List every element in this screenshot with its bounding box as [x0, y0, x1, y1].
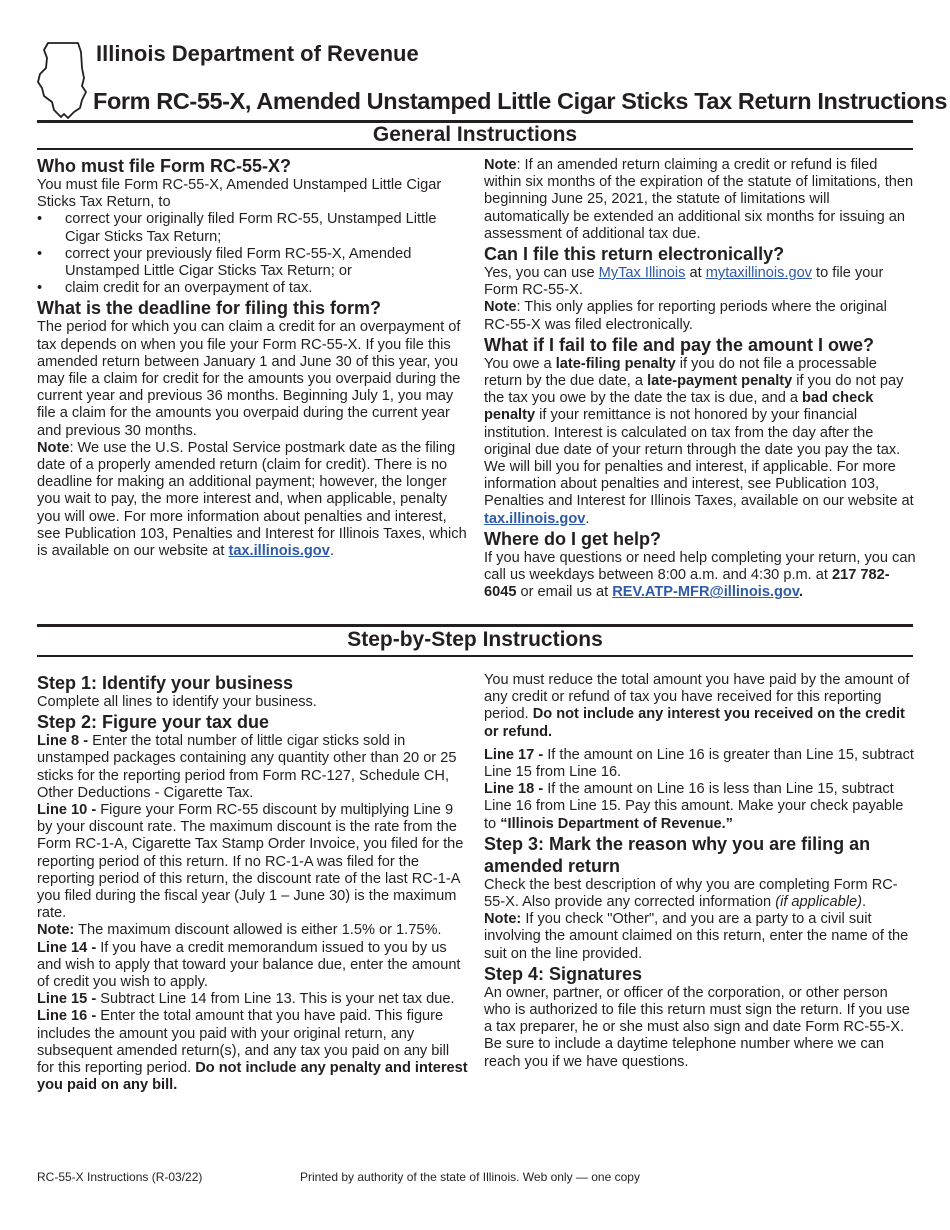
- line18-text: Line 18 - If the amount on Line 16 is less than Line 15, subtract Line 16 from Line 15. Pay this amount. Make your check payable to “Illinois Department of Revenue.”: [484, 781, 904, 832]
- mytaxillinois-gov-link[interactable]: mytaxillinois.gov: [705, 265, 812, 282]
- electronic-heading: Can I file this return electronically?: [484, 244, 785, 265]
- step4-heading: Step 4: Signatures: [484, 963, 643, 984]
- discount-note: Note: The maximum discount allowed is either 1.5% or 1.75%.: [37, 922, 442, 939]
- list-item: • claim credit for an overpayment of tax.: [37, 280, 469, 297]
- phone-number: 217 782-6045: [484, 567, 890, 601]
- help-heading: Where do I get help?: [484, 528, 662, 549]
- line16-continuation: You must reduce the total amount you have paid by the amount of any credit or refund of tax you have received for this reporting period. Do not include any interest you received on the credit or refund.: [484, 672, 910, 740]
- step1-text: Complete all lines to identify your business.: [37, 694, 317, 710]
- electronic-text: Yes, you can use MyTax Illinois at mytaxillinois.gov to file your Form RC-55-X.: [484, 265, 884, 299]
- help-text: If you have questions or need help completing your return, you can call us weekdays between 8:00 a.m. and 4:30 p.m. at 217 782-6045 or email us at REV.ATP-MFR@illinois.gov.: [484, 549, 916, 601]
- tax-illinois-link[interactable]: tax.illinois.gov: [484, 510, 586, 527]
- step3-text: Check the best description of why you are completing Form RC-55-X. Also provide any corrected information (if applicable).: [484, 876, 898, 911]
- who-must-file-heading: Who must file Form RC-55-X?: [37, 156, 292, 176]
- list-item: • correct your originally filed Form RC-55, Unstamped Little Cigar Sticks Tax Return;: [37, 211, 469, 245]
- tax-illinois-link[interactable]: tax.illinois.gov: [228, 543, 330, 560]
- general-right-column: [484, 157, 916, 601]
- footer-form-revision: RC-55-X Instructions (R-03/22): [37, 1170, 203, 1184]
- general-title-rule: [37, 148, 913, 150]
- step1-heading: Step 1: Identify your business: [37, 673, 294, 693]
- steps-title-rule: [37, 655, 913, 657]
- note-label: Note: [484, 299, 517, 316]
- agency-name: Illinois Department of Revenue: [96, 41, 419, 66]
- penalty-heading: What if I fail to file and pay the amount I owe?: [484, 334, 875, 355]
- list-item: • correct your previously filed Form RC-55-X, Amended Unstamped Little Cigar Sticks Tax Return; or: [37, 246, 469, 280]
- line16-text: Line 16 - Enter the total amount that you have paid. This figure includes the amount you paid with your original return, any subsequent amended return(s), and any tax you paid on any bill for this reporting period. Do not include any penalty and interest you paid on any bill.: [37, 1008, 468, 1094]
- who-must-file-list: [37, 211, 469, 297]
- email-link[interactable]: REV.ATP-MFR@illinois.gov: [612, 584, 799, 601]
- step3-note: Note: If you check "Other", and you are a party to a civil suit involving the amount claimed on this return, enter the name of the suit on the line provided.: [484, 911, 909, 962]
- who-must-file-intro: You must file Form RC-55-X, Amended Unstamped Little Cigar Sticks Tax Return, to: [37, 177, 442, 211]
- mytax-illinois-link[interactable]: MyTax Illinois: [598, 265, 686, 282]
- deadline-note: Note: We use the U.S. Postal Service postmark date as the filing date of a properly amended return (claim for credit). There is no deadline for making an additional payment; however, the longer you wait to pay, the more interest and, when applicable, penalty you will owe. For more information about penalties and interest, see Publication 103, Penalties and Interest for Illinois Taxes, which is available on our website at tax.illinois.gov.: [37, 439, 467, 560]
- electronic-note: Note: This only applies for reporting periods where the original RC-55-X was filed electronically.: [484, 299, 887, 333]
- deadline-heading: What is the deadline for filing this form?: [37, 298, 382, 319]
- form-title: Form RC-55-X, Amended Unstamped Little Cigar Sticks Tax Return Instructions: [93, 88, 948, 114]
- step3-heading: Step 3: Mark the reason why you are filing an amended return: [484, 833, 871, 876]
- general-left-column: [37, 155, 469, 560]
- note-label: Note: [484, 157, 517, 173]
- step2-heading: Step 2: Figure your tax due: [37, 712, 270, 733]
- steps-left-column: [37, 672, 469, 1094]
- line17-text: Line 17 - If the amount on Line 16 is greater than Line 15, subtract Line 15 from Line 16.: [484, 746, 914, 781]
- line15-text: Line 15 - Subtract Line 14 from Line 13. This is your net tax due.: [37, 991, 455, 1008]
- penalty-text: You owe a late-filing penalty if you do not file a processable return by the due date, a late-payment penalty if you do not pay the tax you owe by the date the tax is due, and a bad check penalty if your remittance is not honored by your financial institution. Interest is calculated on tax from the day after the original due date of your return through the date you pay the tax. We will bill you for penalties and interest, if applicable. For more information about penalties and interest, see Publication 103, Penalties and Interest for Illinois Taxes, available on our website at tax.illinois.gov.: [484, 355, 914, 527]
- deadline-body: The period for which you can claim a credit for an overpayment of tax depends on when you file your Form RC-55-X. If you file this amended return between January 1 and June 30 of this year, you may file a claim for credit for the amounts you overpaid during the current year and previous 36 months. Beginning July 1, you may file a claim for the amounts you overpaid during the current year and previous 30 months.: [37, 319, 461, 439]
- general-instructions-title: General Instructions: [372, 123, 578, 146]
- footer-printing-notice: Printed by authority of the state of Illinois. Web only — one copy: [300, 1170, 640, 1184]
- note-label: Note: [37, 439, 70, 456]
- steps-right-column: [484, 672, 916, 1071]
- illinois-state-outline-logo: [34, 40, 90, 120]
- line10-text: Line 10 - Figure your Form RC-55 discount by multiplying Line 9 by your discount rate. The maximum discount is the rate from the Form RC-1-A, Cigarette Tax Stamp Order Invoice, you filed for the reporting period of this return. If no RC-1-A was filed for the reporting period of this return, the discount rate of the last RC-1-A you filed during the fiscal year (July 1 – June 30) is the maximum rate.: [37, 802, 464, 922]
- line14-text: Line 14 - If you have a credit memorandum issued to you by us and wish to apply that toward your balance due, enter the amount of credit you wish to apply.: [37, 939, 461, 991]
- step4-text: An owner, partner, or officer of the corporation, or other person who is authorized to file this return must sign the return. If you use a tax preparer, he or she must also sign and date Form RC-55-X. Be sure to include a daytime telephone number where we can reach you if we have questions.: [484, 984, 910, 1070]
- statute-note: Note: If an amended return claiming a credit or refund is filed within six months of the expiration of the statute of limitations, then beginning June 25, 2021, the statute of limitations will automatically be extended an additional six months for issuing an assessment of additional tax due.: [484, 157, 914, 242]
- step-by-step-title: Step-by-Step Instructions: [347, 628, 603, 651]
- line8-text: Line 8 - Enter the total number of little cigar sticks sold in unstamped packages containing any quantity other than 20 or 25 sticks for the reporting period from Form RC-127, Schedule CH, Other Deductions - Cigarette Tax.: [37, 733, 457, 801]
